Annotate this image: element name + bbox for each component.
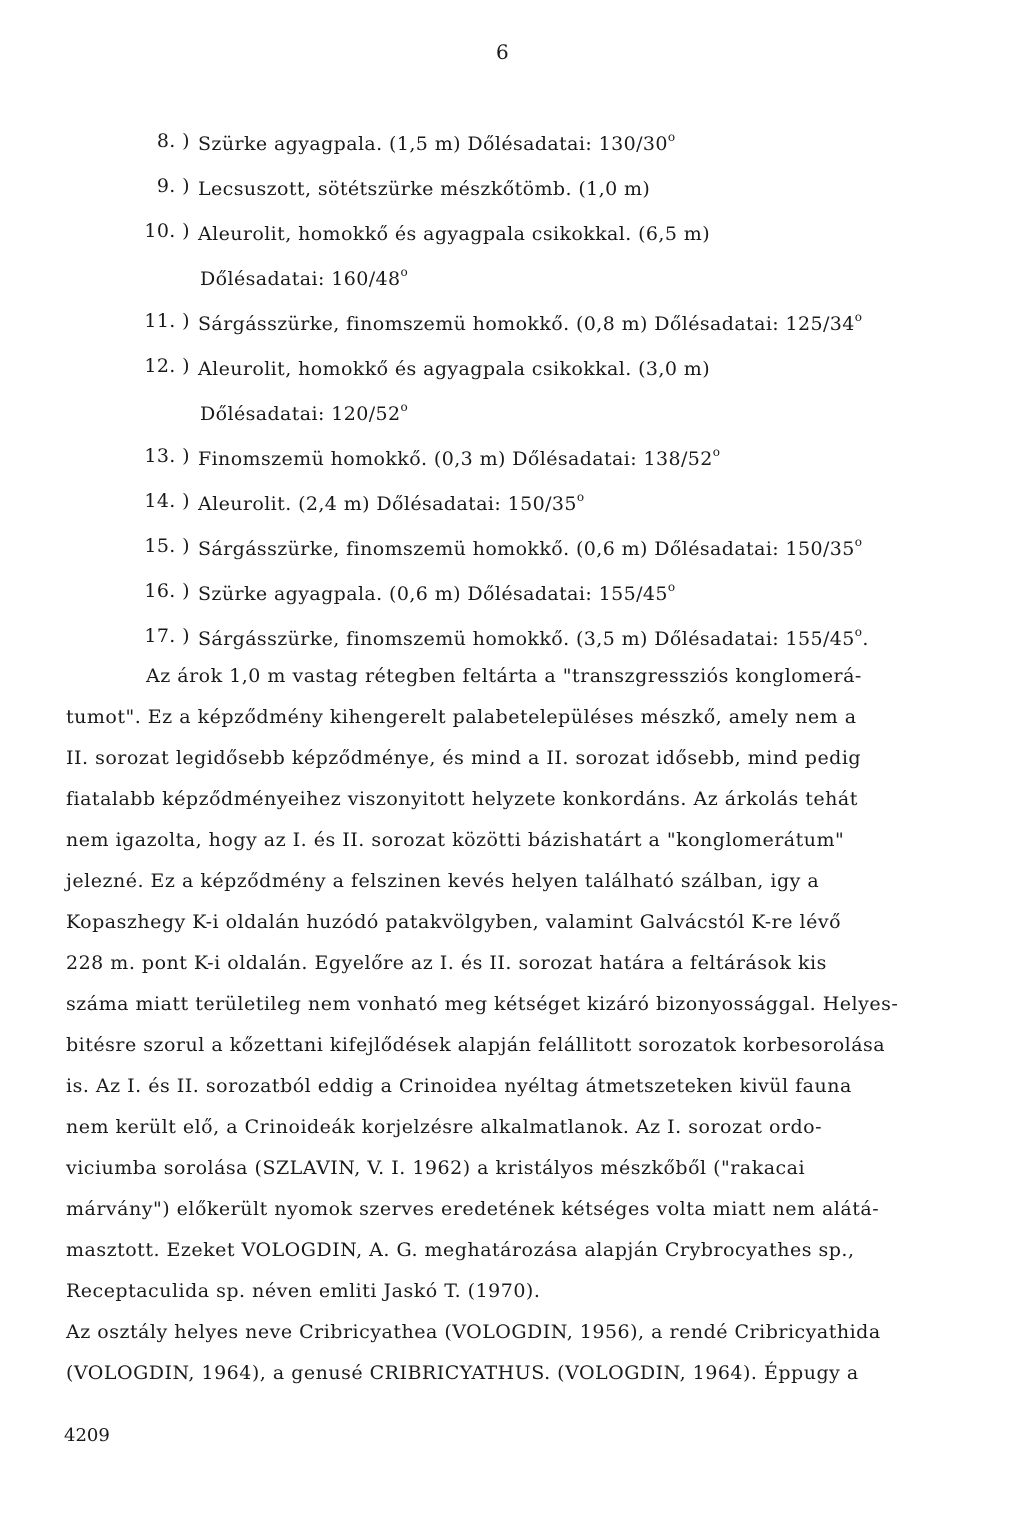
paragraph-line: jelezné. Ez a képződmény a felszinen kevés helyen található szálban, igy a [66,870,820,892]
item-text: Sárgásszürke, finomszemü homokkő. (3,5 m) Dőlésadatai: 155/45$^o$. [198,625,869,650]
paragraph-line: masztott. Ezeket VOLOGDIN, A. G. meghatározása alapján Crybrocyathes sp., [66,1239,855,1261]
paragraph-line: 228 m. pont K-i oldalán. Egyelőre az I. és II. sorozat határa a feltárások kis [66,952,827,974]
item-text: Aleurolit, homokkő és agyagpala csikokkal. (3,0 m) [198,358,711,380]
paragraph-line: Az osztály helyes neve Cribricyathea (VOLOGDIN, 1956), a rendé Cribricyathida [66,1321,881,1343]
paragraph-line: Az árok 1,0 m vastag rétegben feltárta a "transzgressziós konglomerá- [146,665,862,687]
item-text: Lecsuszott, sötétszürke mészkőtömb. (1,0 m) [198,178,651,200]
paragraph-line: tumot". Ez a képződmény kihengerelt palabetelepüléses mészkő, amely nem a [66,706,857,728]
item-text: Sárgásszürke, finomszemü homokkő. (0,8 m) Dőlésadatai: 125/34$^o$ [198,310,863,335]
item-number: 17. ) [144,625,190,647]
item-text: Finomszemü homokkő. (0,3 m) Dőlésadatai: 138/52$^o$ [198,445,721,470]
paragraph-line: is. Az I. és II. sorozatból eddig a Crinoidea nyéltag átmetszeteken kivül fauna [66,1075,852,1097]
item-text: Szürke agyagpala. (1,5 m) Dőlésadatai: 130/30$^o$ [198,130,676,155]
item-number: 10. ) [144,220,190,242]
paragraph-line: viciumba sorolása (SZLAVIN, V. I. 1962) a kristályos mészkőből ("rakacai [66,1157,806,1179]
page-number: 6 [496,40,510,64]
item-number: 11. ) [144,310,190,332]
item-number: 15. ) [144,535,190,557]
item-text: Szürke agyagpala. (0,6 m) Dőlésadatai: 155/45$^o$ [198,580,676,605]
item-text: Aleurolit, homokkő és agyagpala csikokkal. (6,5 m) [198,223,711,245]
paragraph-line: nem került elő, a Crinoideák korjelzésre alkalmatlanok. Az I. sorozat ordo- [66,1116,823,1138]
paragraph-line: márvány") előkerült nyomok szerves eredetének kétséges volta miatt nem alátá- [66,1198,880,1220]
item-number: 16. ) [144,580,190,602]
item-number: 14. ) [144,490,190,512]
footer-code: 4209 [64,1425,110,1446]
item-number: 12. ) [144,355,190,377]
item-text: Sárgásszürke, finomszemü homokkő. (0,6 m) Dőlésadatai: 150/35$^o$ [198,535,863,560]
paragraph-line: II. sorozat legidősebb képződménye, és mind a II. sorozat idősebb, mind pedig [66,747,862,769]
paragraph-line: (VOLOGDIN, 1964), a genusé CRIBRICYATHUS. (VOLOGDIN, 1964). Éppugy a [66,1362,859,1384]
paragraph-line: Receptaculida sp. néven emliti Jaskó T. (1970). [66,1280,541,1302]
item-text: Aleurolit. (2,4 m) Dőlésadatai: 150/35$^o$ [198,490,585,515]
item-number: 9. ) [156,175,190,197]
item-text: Dőlésadatai: 160/48$^o$ [200,265,409,290]
paragraph-line: bitésre szorul a kőzettani kifejlődések alapján felállitott sorozatok korbesorolása [66,1034,886,1056]
paragraph-line: száma miatt területileg nem vonható meg kétséget kizáró bizonyossággal. Helyes- [66,993,899,1015]
item-text: Dőlésadatai: 120/52$^o$ [200,400,409,425]
item-number: 8. ) [156,130,190,152]
item-number: 13. ) [144,445,190,467]
paragraph-line: Kopaszhegy K-i oldalán huzódó patakvölgyben, valamint Galvácstól K-re lévő [66,911,842,933]
paragraph-line: nem igazolta, hogy az I. és II. sorozat közötti bázishatárt a "konglomerátum" [66,829,845,851]
paragraph-line: fiatalabb képződményeihez viszonyitott helyzete konkordáns. Az árkolás tehát [66,788,858,810]
